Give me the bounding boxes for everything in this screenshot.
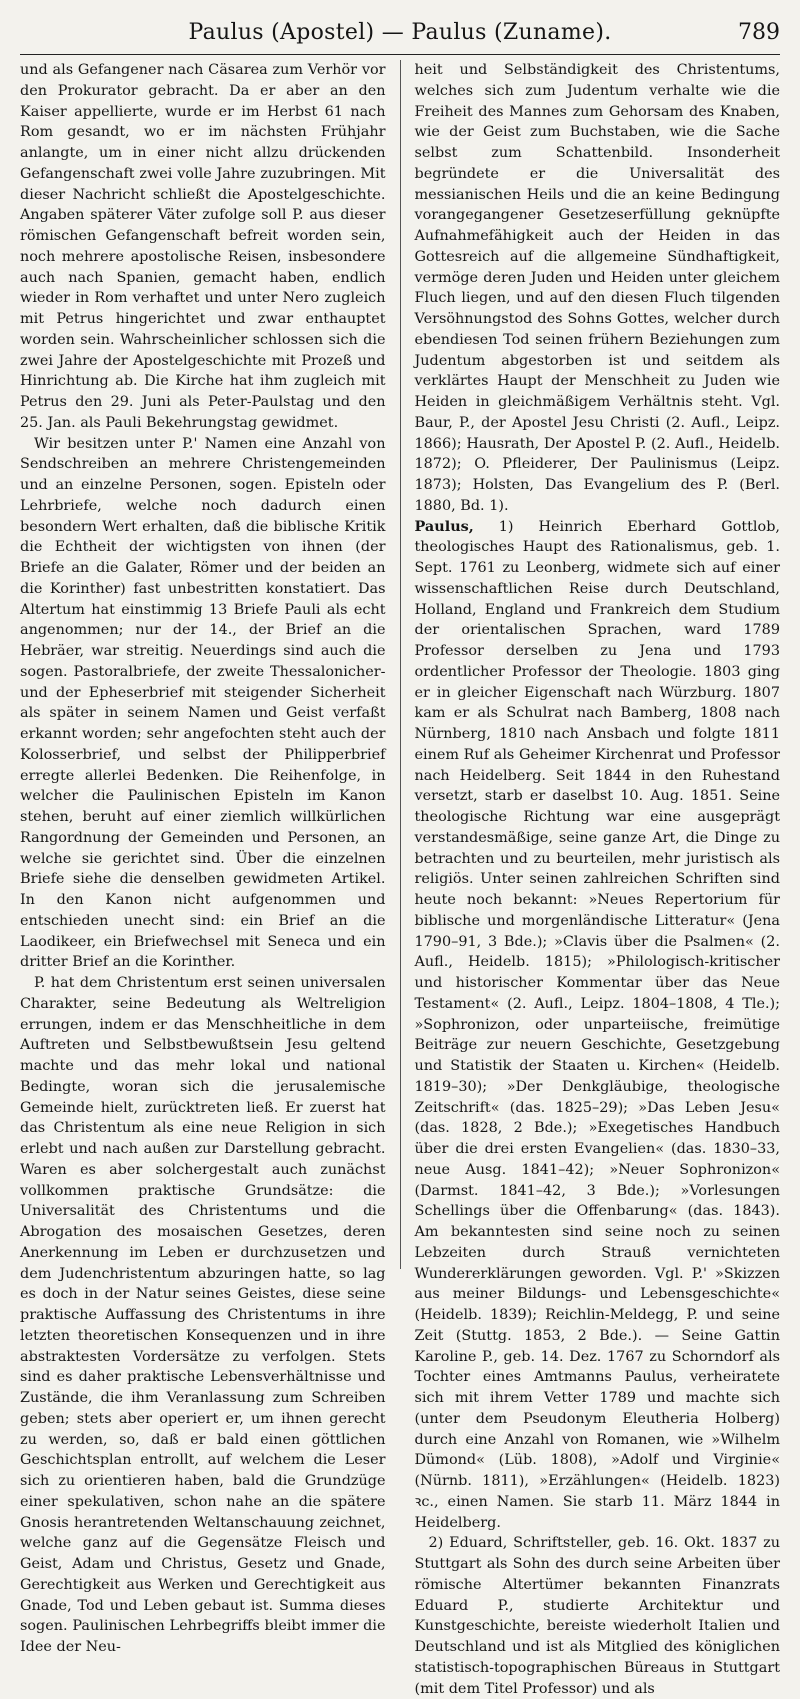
text-columns — [20, 60, 780, 1697]
left-paragraph-3: P. hat dem Christentum erst seinen universalen Charakter, seine Bedeutung als Weltreligion errungen, indem er das Menschheitliche in dem Auftreten und Selbstbewußtsein Jesu geltend machte und das mehr lokal und national Bedingte, woran sich die jerusalemische Gemeinde hielt, zurücktreten ließ. Er zuerst hat das Christentum als eine neue Religion in sich erlebt und nach außen zur Darstellung gebracht. Waren es aber solchergestalt auch zunächst vollkommen praktische Grundsätze: die Universalität des Christentums und die Abrogation des mosaischen Gesetzes, deren Anerkennung im Leben er durchzusetzen und dem Judenchristentum abzuringen hatte, so lag es doch in der Natur seines Geistes, diese seine praktische Auffassung des Christentums in ihre letzten theoretischen Konsequenzen und in ihre abstraktesten Vordersätze zu verfolgen. Stets sind es daher praktische Lebensverhältnisse und Zustände, die ihm Veranlassung zum Schreiben geben; stets aber operiert er, um ihnen gerecht zu werden, so, daß er bald einen göttlichen Geschichtsplan entrollt, auf welchem die Leser sich zu orientieren haben, bald die Grundzüge einer spekulativen, schon nahe an die spätere Gnosis herantretenden Weltanschauung zeichnet, welche ganz auf die Gegensätze Fleisch und Geist, Adam und Christus, Gesetz und Gnade, Gerechtigkeit aus Werken und Gerechtigkeit aus Gnade, Tod und Leben gebaut ist. Summa dieses sogen. Paulinischen Lehrbegriffs bleibt immer die Idee der Neu- — [20, 975, 386, 1655]
right-paragraph-1: heit und Selbständigkeit des Christentums, welches sich zum Judentum verhalte wie die Freiheit des Mannes zum Gehorsam des Knaben, wie der Geist zum Buchstaben, wie die Sache selbst zum Schattenbild. Insonderheit begründete er die Universalität des messianischen Heils und die an keine Bedingung vorangegangener Gesetzeserfüllung geknüpfte Aufnahmefähigkeit auch der Heiden in das Gottesreich auf die allgemeine Sündhaftigkeit, vermöge deren Juden und Heiden unter gleichem Fluch liegen, und auf den diesen Fluch tilgenden Versöhnungstod des Sohns Gottes, welcher durch ebendiesen Tod seinen frühern Beziehungen zum Judentum abgestorben ist und seitdem als verklärtes Haupt der Menschheit zu Juden wie Heiden in gleichmäßigem Verhältnis steht. Vgl. Baur, P., der Apostel Jesu Christi (2. Aufl., Leipz. 1866); Hausrath, Der Apostel P. (2. Aufl., Heidelb. 1872); O. Pfleiderer, Der Paulinismus (Leipz. 1873); Holsten, Das Evangelium des P. (Berl. 1880, Bd. 1). — [414, 62, 780, 514]
left-paragraph-2: Wir besitzen unter P.' Namen eine Anzahl von Sendschreiben an mehrere Christengemeinden und an einzelne Personen, sogen. Episteln oder Lehrbriefe, welche noch dadurch einen besondern Wert erhalten, daß die biblische Kritik die Echtheit der wichtigsten von ihnen (der Briefe an die Galater, Römer und der beiden an die Korinther) fast unbestritten konstatiert. Das Altertum hat einstimmig 13 Briefe Pauli als echt angenommen; nur der 14., der Brief an die Hebräer, war streitig. Neuerdings sind auch die sogen. Pastoralbriefe, der zweite Thessalonicher- und der Epheserbrief mit steigender Sicherheit als später in seinem Namen und Geist verfaßt erkannt worden; sehr angefochten steht auch der Kolosserbrief, und selbst der Philipperbrief erregte allerlei Bedenken. Die Reihenfolge, in welcher die Paulinischen Episteln im Kanon stehen, beruht auf einer ziemlich willkürlichen Rangordnung der Gemeinden und Personen, an welche sie gerichtet sind. Über die einzelnen Briefe siehe die denselben gewidmeten Artikel. In den Kanon nicht aufgenommen und entschieden unecht sind: ein Brief an die Laodikeer, ein Briefwechsel mit Seneca und ein dritter Brief an die Korinther. — [20, 435, 386, 971]
entry-headword: Paulus, — [414, 517, 474, 535]
entry-paulus — [415, 517, 781, 1534]
left-paragraph-1: und als Gefangener nach Cäsarea zum Verhör vor den Prokurator gebracht. Da er aber an den Kaiser appellierte, wurde er im Herbst 61 nach Rom gesandt, wo er im nächsten Frühjahr anlangte, um in einer nicht allzu drückenden Gefangenschaft zwei volle Jahre zuzubringen. Mit dieser Nachricht schließt die Apostelgeschichte. Angaben späterer Väter zufolge soll P. aus dieser römischen Gefangenschaft befreit worden sein, noch mehrere apostolische Reisen, insbesondere auch nach Spanien, gemacht haben, endlich wieder in Rom verhaftet und unter Nero zugleich mit Petrus hingerichtet und zwar enthauptet worden sein. Wahrscheinlicher schlossen sich die zwei Jahre der Apostelgeschichte mit Prozeß und Hinrichtung ab. Die Kirche hat ihm zugleich mit Petrus den 29. Juni als Peter-Paulstag und den 25. Jan. als Pauli Bekehrungstag gewidmet. — [20, 62, 386, 431]
page-header — [20, 14, 780, 55]
entry-text: 1) Heinrich Eberhard Gottlob, theologisches Haupt des Rationalismus, geb. 1. Sept. 1761 zu Leonberg, widmete sich auf einer wissenschaftlichen Reise durch Deutschland, Holland, England und Frankreich dem Studium der orientalischen Sprachen, ward 1789 Professor derselben zu Jena und 1793 ordentlicher Professor der Theologie. 1803 ging er in gleicher Eigenschaft nach Würzburg. 1807 kam er als Schulrat nach Bamberg, 1808 nach Nürnberg, 1810 nach Ansbach und folgte 1811 einem Ruf als Geheimer Kirchenrat und Professor nach Heidelberg. Seit 1844 in den Ruhestand versetzt, starb er daselbst 10. Aug. 1851. Seine theologische Richtung war eine ausgeprägt verstandesmäßige, seine ganze Art, die Dinge zu betrachten und zu beurteilen, mehr juristisch als religiös. Unter seinen zahlreichen Schriften sind heute noch bekannt: »Neues Repertorium für biblische und morgenländische Litteratur« (Jena 1790–91, 3 Bde.); »Clavis über die Psalmen« (2. Aufl., Heidelb. 1815); »Philologisch-kritischer und historischer Kommentar über das Neue Testament« (2. Aufl., Leipz. 1804–1808, 4 Tle.); »Sophronizon, oder unparteiische, freimütige Beiträge zur neuern Geschichte, Gesetzgebung und Statistik der Staaten u. Kirchen« (Heidelb. 1819–30); »Der Denkgläubige, theologische Zeitschrift« (das. 1825–29); »Das Leben Jesu« (das. 1828, 2 Bde.); »Exegetisches Handbuch über die drei ersten Evangelien« (das. 1830–33, neue Ausg. 1841–42); »Neuer Sophronizon« (Darmst. 1841–42, 3 Bde.); »Vorlesungen Schellings über die Offenbarung« (das. 1843). Am bekanntesten sind seine noch zu seinen Lebzeiten durch Strauß vernichteten Wundererklärungen geworden. Vgl. P.' »Skizzen aus meiner Bildungs- und Lebensgeschichte« (Heidelb. 1839); Reichlin-Meldegg, P. und seine Zeit (Stuttg. 1853, 2 Bde.). — Seine Gattin Karoline P., geb. 14. Dez. 1767 zu Schorndorf als Tochter eines Amtmanns Paulus, verheiratete sich mit ihrem Vetter 1789 und machte sich (unter dem Pseudonym Eleutheria Holberg) durch eine Anzahl von Romanen, wie »Wilhelm Dümond« (Lüb. 1808), »Adolf und Virginie« (Nürnb. 1811), »Erzählungen« (Heidelb. 1823) ꝛc., einen Namen. Sie starb 11. März 1844 in Heidelberg. — [414, 518, 780, 1531]
page-number: 789 — [738, 20, 780, 45]
left-column — [20, 60, 386, 1655]
running-head: Paulus (Apostel) — Paulus (Zuname). — [188, 20, 612, 45]
right-column — [414, 60, 781, 1697]
column-divider — [400, 60, 401, 1269]
right-paragraph-3: 2) Eduard, Schriftsteller, geb. 16. Okt. 1837 zu Stuttgart als Sohn des durch seine Arbeiten über römische Altertümer bekannten Finanzrats Eduard P., studierte Architektur und Kunstgeschichte, bereiste wiederholt Italien und Deutschland und ist als Mitglied des königlichen statistisch-topographischen Büreaus in Stuttgart (mit dem Titel Professor) und als — [414, 1535, 780, 1697]
